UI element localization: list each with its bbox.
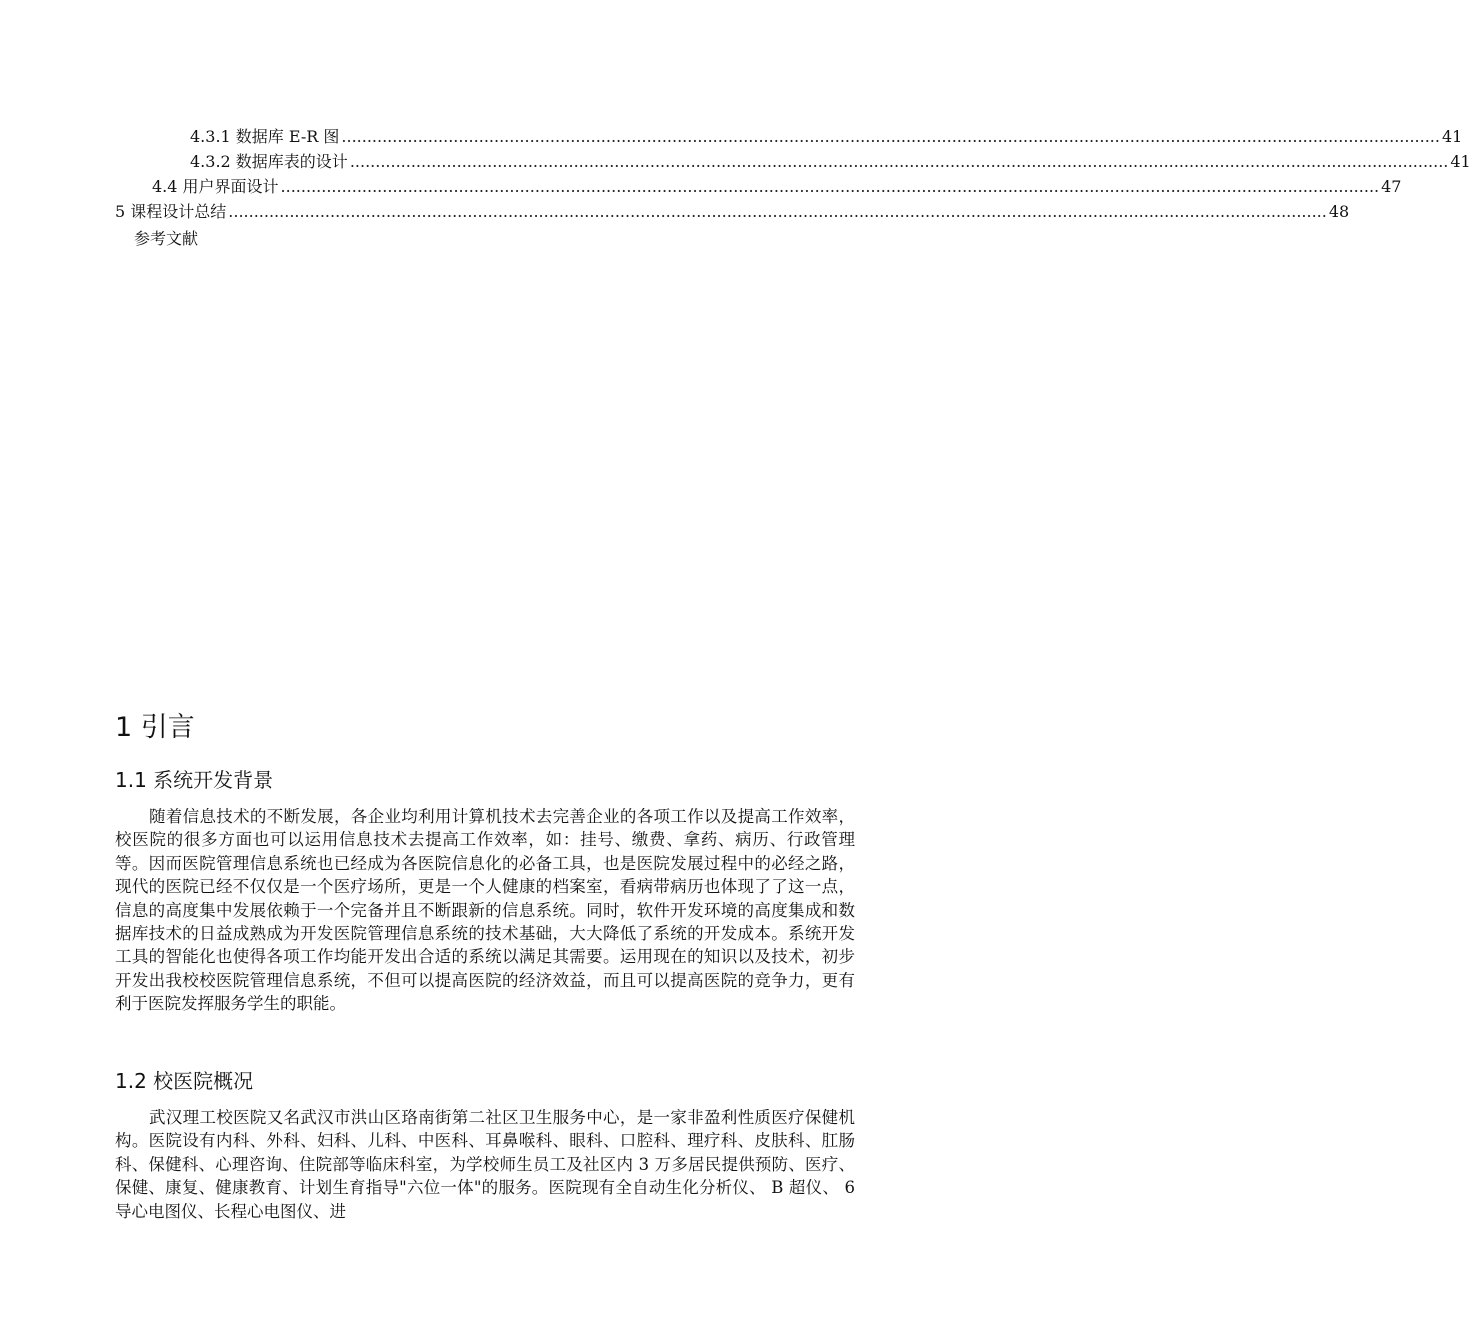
toc-entry[interactable]	[115, 201, 1350, 223]
toc-leader-dots: ........................................................................................................................................................................................................................	[228, 202, 1327, 221]
toc-entry-title: 4.4 用户界面设计	[152, 177, 279, 196]
toc-leader-dots: ........................................................................................................................................................................................................................	[280, 177, 1380, 196]
toc-leader-dots: ........................................................................................................................................................................................................................	[349, 152, 1449, 171]
toc-entry[interactable]	[152, 176, 1402, 198]
toc-entry-title: 4.3.1 数据库 E-R 图	[190, 127, 340, 146]
toc-entry-title: 4.3.2 数据库表的设计	[190, 152, 348, 171]
section-body: 随着信息技术的不断发展，各企业均利用计算机技术去完善企业的各项工作以及提高工作效率，校医院的很多方面也可以运用信息技术去提高工作效率，如：挂号、缴费、拿药、病历、行政管理等。因而医院管理信息系统也已经成为各医院信息化的必备工具，也是医院发展过程中的必经之路，现代的医院已经不仅仅是一个医疗场所，更是一个人健康的档案室，看病带病历也体现了了这一点，信息的高度集中发展依赖于一个完备并且不断跟新的信息系统。同时，软件开发环境的高度集成和数据库技术的日益成熟成为开发医院管理信息系统的技术基础，大大降低了系统的开发成本。系统开发工具的智能化也使得各项工作均能开发出合适的系统以满足其需要。运用现在的知识以及技术，初步开发出我校校医院管理信息系统，不但可以提高医院的经济效益，而且可以提高医院的竞争力，更有利于医院发挥服务学生的职能。	[115, 807, 855, 1014]
toc-entry[interactable]	[190, 126, 1463, 148]
toc-entry-page: 41	[1441, 127, 1463, 146]
section-heading: 1.2 校医院概况	[115, 1069, 254, 1093]
section-body: 武汉理工校医院又名武汉市洪山区珞南街第二社区卫生服务中心，是一家非盈利性质医疗保健机构。医院设有内科、外科、妇科、儿科、中医科、耳鼻喉科、眼科、口腔科、理疗科、皮肤科、肛肠科、保健科、心理咨询、住院部等临床科室，为学校师生员工及社区内 3 万多居民提供预防、医疗、保健、康复、健康教育、计划生育指导"六位一体"的服务。医院现有全自动生化分析仪、 B 超仪、 6 导心电图仪、长程心电图仪、进	[115, 1108, 855, 1221]
section-heading: 1.1 系统开发背景	[115, 768, 274, 792]
toc-leader-dots: ........................................................................................................................................................................................................................	[341, 127, 1440, 146]
toc-entry-references[interactable]	[134, 228, 198, 250]
toc-entry-page: 47	[1381, 177, 1402, 196]
toc-entry-title: 参考文献	[134, 229, 199, 248]
toc-entry-page: 48	[1328, 202, 1350, 221]
toc-entry-title: 5 课程设计总结	[115, 202, 227, 221]
toc-entry[interactable]	[190, 151, 1471, 173]
toc-entry-page: 41	[1450, 152, 1471, 171]
chapter-title: 1 引言	[115, 712, 195, 743]
